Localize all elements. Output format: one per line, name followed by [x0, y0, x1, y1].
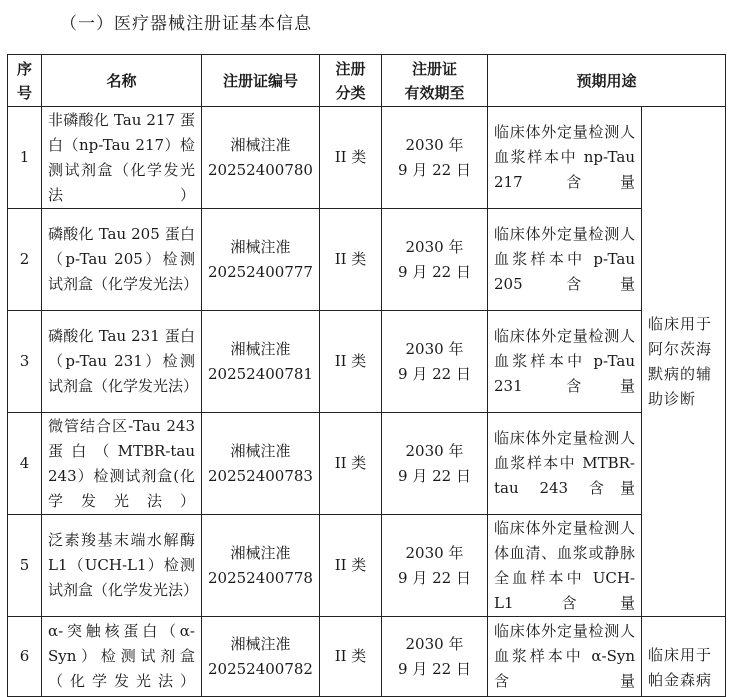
row-name: 磷酸化 Tau 231 蛋白（p-Tau 231）检测试剂盒（化学发光法） [42, 311, 202, 413]
header-reg-no: 注册证编号 [202, 55, 320, 107]
row-class: II 类 [320, 209, 382, 311]
row-name: 非磷酸化 Tau 217 蛋白（np-Tau 217）检测试剂盒（化学发光法） [42, 107, 202, 209]
row-index: 4 [8, 413, 42, 515]
row-name: 微管结合区-Tau 243 蛋白（MTBR-tau 243）检测试剂盒(化学发光法） [42, 413, 202, 515]
table-row [8, 311, 726, 413]
row-index: 1 [8, 107, 42, 209]
row-use: 临床体外定量检测人血浆样本中 p-Tau 231 含量 [488, 311, 642, 413]
table-row [8, 209, 726, 311]
table-row [8, 515, 726, 617]
row-validity: 2030 年 9 月 22 日 [382, 107, 488, 209]
table-row [8, 413, 726, 515]
row-validity: 2030 年 9 月 22 日 [382, 413, 488, 515]
header-class: 注册 分类 [320, 55, 382, 107]
header-use: 预期用途 [488, 55, 726, 107]
table-row [8, 107, 726, 209]
row-use: 临床体外定量检测人血浆样本中 p-Tau 205 含量 [488, 209, 642, 311]
row-validity: 2030 年 9 月 22 日 [382, 209, 488, 311]
registration-table [7, 54, 726, 697]
row-reg-no: 湘械注准 20252400781 [202, 311, 320, 413]
row-class: II 类 [320, 311, 382, 413]
row-name: α-突触核蛋白（α-Syn）检测试剂盒（化学发光法） [42, 617, 202, 697]
row-use: 临床体外定量检测人血浆样本中 np-Tau 217 含量 [488, 107, 642, 209]
row-class: II 类 [320, 413, 382, 515]
row-reg-no: 湘械注准 20252400777 [202, 209, 320, 311]
row-index: 6 [8, 617, 42, 697]
row-reg-no: 湘械注准 20252400783 [202, 413, 320, 515]
row-index: 2 [8, 209, 42, 311]
row-index: 5 [8, 515, 42, 617]
section-title: （一）医疗器械注册证基本信息 [60, 14, 312, 34]
row-class: II 类 [320, 515, 382, 617]
table-row [8, 617, 726, 697]
row-validity: 2030 年 9 月 22 日 [382, 617, 488, 697]
row-index: 3 [8, 311, 42, 413]
row-reg-no: 湘械注准 20252400780 [202, 107, 320, 209]
header-name: 名称 [42, 55, 202, 107]
header-validity: 注册证 有效期至 [382, 55, 488, 107]
row-validity: 2030 年 9 月 22 日 [382, 515, 488, 617]
row-class: II 类 [320, 617, 382, 697]
header-row [8, 55, 726, 107]
row-name: 泛素羧基末端水解酶 L1（UCH-L1）检测试剂盒（化学发光法） [42, 515, 202, 617]
row-use: 临床体外定量检测人血浆样本中 MTBR-tau 243 含量 [488, 413, 642, 515]
row-validity: 2030 年 9 月 22 日 [382, 311, 488, 413]
row-class: II 类 [320, 107, 382, 209]
row-use: 临床体外定量检测人体血清、血浆或静脉全血样本中 UCH-L1 含量 [488, 515, 642, 617]
row-reg-no: 湘械注准 20252400778 [202, 515, 320, 617]
row-reg-no: 湘械注准 20252400782 [202, 617, 320, 697]
row-use: 临床体外定量检测人血浆样本中 α-Syn 含量 [488, 617, 642, 697]
row-name: 磷酸化 Tau 205 蛋白（p-Tau 205）检测试剂盒（化学发光法） [42, 209, 202, 311]
header-index: 序 号 [8, 55, 42, 107]
purpose-parkinsons: 临床用于帕金森病 [642, 617, 726, 697]
purpose-alzheimers: 临床用于阿尔茨海默病的辅助诊断 [642, 107, 726, 617]
